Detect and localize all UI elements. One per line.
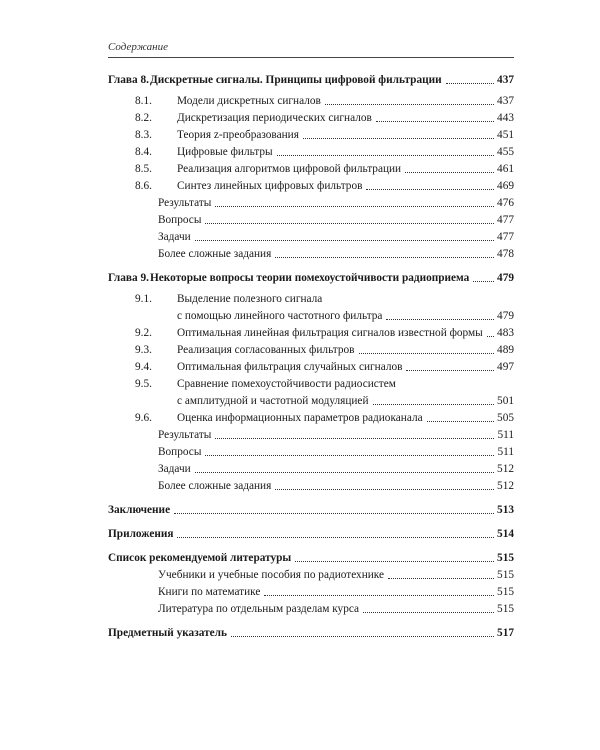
- toc-section[interactable]: [108, 343, 514, 357]
- page-number: 511: [497, 429, 514, 441]
- section-title: Теория z-преобразования: [177, 129, 299, 141]
- toc-literature[interactable]: [108, 551, 514, 565]
- entry-title: Предметный указатель: [108, 627, 227, 639]
- toc-chapter-9[interactable]: [108, 271, 514, 285]
- entry-title: Список рекомендуемой литературы: [108, 552, 292, 564]
- section-number: 9.6.: [135, 412, 152, 424]
- section-title-line2: с амплитудной и частотной модуляцией: [177, 395, 369, 407]
- entry-title: Приложения: [108, 528, 174, 540]
- page-number: 501: [497, 395, 514, 407]
- page-number: 451: [497, 129, 514, 141]
- section-title: Дискретизация периодических сигналов: [177, 112, 372, 124]
- section-title-line1: Сравнение помехоустойчивости радиосистем: [177, 378, 396, 390]
- dot-leader: [264, 595, 494, 596]
- toc-section[interactable]: [108, 162, 514, 176]
- dot-leader: [295, 561, 494, 562]
- dot-leader: [473, 281, 494, 282]
- dot-leader: [373, 404, 495, 405]
- toc-subsection[interactable]: [108, 602, 514, 616]
- toc-section[interactable]: [108, 411, 514, 425]
- table-of-contents: [108, 70, 514, 640]
- toc-subsection[interactable]: [108, 568, 514, 582]
- toc-section[interactable]: [108, 145, 514, 159]
- section-number: 9.2.: [135, 327, 152, 339]
- section-number: 8.1.: [135, 95, 152, 107]
- dot-leader: [231, 636, 494, 637]
- toc-subsection[interactable]: [108, 247, 514, 261]
- page-number: 479: [497, 272, 514, 284]
- dot-leader: [446, 83, 494, 84]
- section-number: 8.2.: [135, 112, 152, 124]
- dot-leader: [195, 240, 494, 241]
- dot-leader: [177, 537, 494, 538]
- section-title-line2: с помощью линейного частотного фильтра: [177, 310, 383, 322]
- section-number: 8.3.: [135, 129, 152, 141]
- toc-subsection[interactable]: [108, 445, 514, 459]
- dot-leader: [376, 121, 494, 122]
- subsection-title: Литература по отдельным разделам курса: [158, 603, 360, 615]
- toc-subsection[interactable]: [108, 196, 514, 210]
- dot-leader: [406, 370, 494, 371]
- dot-leader: [174, 513, 494, 514]
- dot-leader: [205, 455, 494, 456]
- toc-section-continuation[interactable]: [108, 394, 514, 408]
- section-title: Модели дискретных сигналов: [177, 95, 321, 107]
- page-number: 469: [497, 180, 514, 192]
- toc-conclusion[interactable]: [108, 503, 514, 517]
- page-number: 515: [497, 552, 514, 564]
- page-number: 497: [497, 361, 514, 373]
- section-title: Оценка информационных параметров радиоканала: [177, 412, 423, 424]
- dot-leader: [303, 138, 494, 139]
- subsection-title: Задачи: [158, 231, 191, 243]
- section-title-line1: Выделение полезного сигнала: [177, 293, 323, 305]
- section-number: 9.5.: [135, 378, 152, 390]
- dot-leader: [487, 336, 494, 337]
- header-rule: [108, 57, 514, 58]
- dot-leader: [215, 438, 494, 439]
- section-title: Оптимальная фильтрация случайных сигналов: [177, 361, 403, 373]
- toc-subsection[interactable]: [108, 230, 514, 244]
- page-number: 437: [497, 74, 514, 86]
- subsection-title: Вопросы: [158, 214, 202, 226]
- chapter-label: Глава 8.: [108, 74, 149, 86]
- page-number: 505: [497, 412, 514, 424]
- page-number: 514: [497, 528, 514, 540]
- toc-subsection[interactable]: [108, 213, 514, 227]
- section-number: 8.4.: [135, 146, 152, 158]
- toc-index[interactable]: [108, 626, 514, 640]
- toc-appendices[interactable]: [108, 527, 514, 541]
- toc-section[interactable]: [108, 377, 514, 391]
- toc-section[interactable]: [108, 94, 514, 108]
- section-title: Синтез линейных цифровых фильтров: [177, 180, 363, 192]
- dot-leader: [386, 319, 494, 320]
- page-number: 515: [497, 603, 514, 615]
- page-number: 437: [497, 95, 514, 107]
- section-title: Реализация согласованных фильтров: [177, 344, 355, 356]
- section-title: Оптимальная линейная фильтрация сигналов известной формы: [177, 327, 483, 339]
- subsection-title: Результаты: [158, 429, 212, 441]
- page-number: 515: [497, 586, 514, 598]
- dot-leader: [366, 189, 494, 190]
- toc-subsection[interactable]: [108, 462, 514, 476]
- dot-leader: [427, 421, 494, 422]
- page-number: 512: [497, 463, 514, 475]
- toc-section[interactable]: [108, 128, 514, 142]
- subsection-title: Результаты: [158, 197, 212, 209]
- subsection-title: Более сложные задания: [158, 480, 272, 492]
- page-number: 512: [497, 480, 514, 492]
- section-number: 9.1.: [135, 293, 152, 305]
- toc-section[interactable]: [108, 360, 514, 374]
- page-number: 517: [497, 627, 514, 639]
- page-number: 476: [497, 197, 514, 209]
- section-title: Реализация алгоритмов цифровой фильтрации: [177, 163, 402, 175]
- dot-leader: [359, 353, 495, 354]
- entry-title: Заключение: [108, 504, 171, 516]
- toc-section[interactable]: [108, 326, 514, 340]
- subsection-title: Более сложные задания: [158, 248, 272, 260]
- dot-leader: [405, 172, 494, 173]
- subsection-title: Задачи: [158, 463, 191, 475]
- subsection-title: Вопросы: [158, 446, 202, 458]
- toc-section[interactable]: [108, 179, 514, 193]
- toc-chapter-8[interactable]: [108, 73, 514, 87]
- page-number: 515: [497, 569, 514, 581]
- dot-leader: [325, 104, 494, 105]
- dot-leader: [275, 257, 494, 258]
- page-number: 513: [497, 504, 514, 516]
- page-number: 511: [497, 446, 514, 458]
- page-number: 483: [497, 327, 514, 339]
- dot-leader: [215, 206, 494, 207]
- page-number: 477: [497, 214, 514, 226]
- dot-leader: [275, 489, 494, 490]
- section-number: 8.5.: [135, 163, 152, 175]
- page-number: 443: [497, 112, 514, 124]
- page-number: 489: [497, 344, 514, 356]
- subsection-title: Учебники и учебные пособия по радиотехнике: [158, 569, 385, 581]
- dot-leader: [205, 223, 494, 224]
- dot-leader: [363, 612, 494, 613]
- page-number: 477: [497, 231, 514, 243]
- toc-subsection[interactable]: [108, 585, 514, 599]
- chapter-title: Некоторые вопросы теории помехоустойчивости радиоприема: [150, 272, 470, 284]
- section-title: Цифровые фильтры: [177, 146, 273, 158]
- section-number: 9.3.: [135, 344, 152, 356]
- section-number: 8.6.: [135, 180, 152, 192]
- dot-leader: [388, 578, 494, 579]
- running-title: Содержание: [108, 41, 169, 53]
- page-number: 461: [497, 163, 514, 175]
- dot-leader: [195, 472, 494, 473]
- chapter-title: Дискретные сигналы. Принципы цифровой фильтрации: [150, 74, 442, 86]
- toc-section[interactable]: [108, 292, 514, 306]
- page-number: 478: [497, 248, 514, 260]
- subsection-title: Книги по математике: [158, 586, 261, 598]
- toc-section-continuation[interactable]: [108, 309, 514, 323]
- page-number: 455: [497, 146, 514, 158]
- toc-section[interactable]: [108, 111, 514, 125]
- chapter-label: Глава 9.: [108, 272, 149, 284]
- dot-leader: [277, 155, 494, 156]
- toc-subsection[interactable]: [108, 479, 514, 493]
- toc-subsection[interactable]: [108, 428, 514, 442]
- page-number: 479: [497, 310, 514, 322]
- section-number: 9.4.: [135, 361, 152, 373]
